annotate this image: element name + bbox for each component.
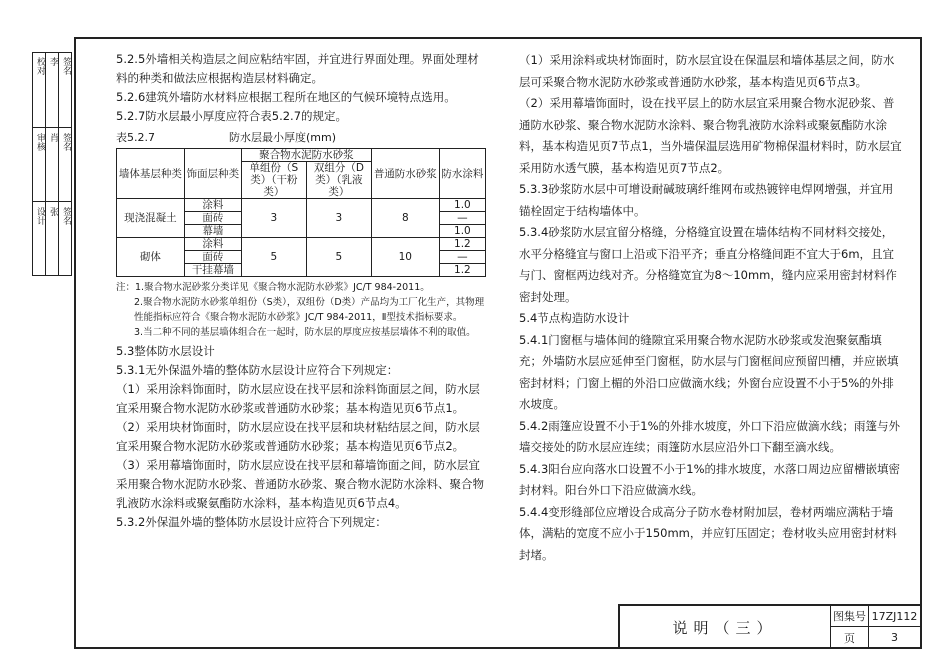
cell-concrete: 现浇混凝土	[117, 199, 185, 238]
cell-r2-dry: 5	[241, 238, 306, 277]
th-polymer: 聚合物水泥防水砂浆	[241, 149, 371, 162]
cell-coat: 1.2	[439, 238, 485, 251]
signature-strip	[32, 52, 72, 276]
para-5-4-2: 5.4.2雨篷应设置不小于1%的外排水坡度，外口下沿应做滴水线；雨篷与外墙交接处的防水层应连续；雨篷防水层应沿外口下翻至滴水线。	[519, 418, 901, 454]
cell-r2-common: 10	[371, 238, 439, 277]
th-dry: 单组份（S类）（干粉类）	[241, 162, 306, 199]
cell-r1-common: 8	[371, 199, 439, 238]
title-block-grid	[831, 606, 920, 648]
cell-coat: 1.2	[439, 264, 485, 277]
role-design: 设计	[35, 207, 45, 225]
section-5-4: 5.4节点构造防水设计	[519, 311, 630, 325]
para-5-3-2-1: （1）采用涂料或块材饰面时，防水层宜设在保温层和墙体基层之间，防水层可采聚合物水泥防水砂浆或普通防水砂浆，基本构造见页6节点3。	[519, 53, 895, 89]
cell-masonry: 砌体	[117, 238, 185, 277]
para-5-4-1: 5.4.1门窗框与墙体间的缝隙宜采用聚合物水泥防水砂浆或发泡聚氨酯填充；外墙防水层应延伸至门窗框，防水层与门窗框间应预留凹槽，并应嵌填密封材料；门窗上楣的外沿口应做滴水线；外窗台应设置不小于5%的外排水坡度。	[519, 332, 899, 411]
para-5-2-7: 5.2.7防水层最小厚度应符合表5.2.7的规定。	[116, 109, 348, 123]
para-5-4-4: 5.4.4变形缝部位应增设合成高分子防水卷材附加层，卷材两端应满粘于墙体，满粘的宽度不应小于150mm，并应钉压固定；卷材收头应用密封材料封堵。	[519, 504, 897, 562]
para-5-3-1-2: （2）采用块材饰面时，防水层应设在找平层和块材粘结层之间，防水层宜采用聚合物水泥防水砂浆或普通防水砂浆；基本构造见页6节点2。	[116, 420, 480, 453]
para-5-3-2: 5.3.2外保温外墙的整体防水层设计应符合下列规定：	[116, 515, 387, 529]
cell-coat: 1.0	[439, 199, 485, 212]
para-5-2-6: 5.2.6建筑外墙防水材料应根据工程所在地区的气候环境特点选用。	[116, 90, 456, 104]
note-3: 3.当二种不同的基层墙体组合在一起时，防水层的厚度应按基层墙体不利的取值。	[134, 327, 476, 338]
para-5-4-3: 5.4.3阳台应向落水口设置不小于1%的排水坡度，水落口周边应留槽嵌填密封材料。阳台外口下沿应做滴水线。	[519, 461, 901, 497]
sign-3: 签名	[61, 207, 71, 225]
page-label: 页	[831, 627, 869, 648]
right-column	[519, 50, 904, 566]
sign-1: 签名	[61, 57, 71, 75]
name-2: 肖	[48, 133, 58, 142]
cell-coat: —	[439, 251, 485, 264]
th-common: 普通防水砂浆	[371, 149, 439, 199]
thickness-table	[116, 148, 486, 277]
sign-2: 签名	[61, 133, 71, 151]
note-1: 注：1.聚合物水泥砂浆分类详见《聚合物水泥防水砂浆》JC/T 984-2011。	[116, 282, 430, 293]
para-5-3-1-3: （3）采用幕墙饰面时，防水层应设在找平层和幕墙饰面之间，防水层宜采用聚合物水泥防水砂浆、普通防水砂浆、聚合物水泥防水涂料、聚合物乳液防水涂料或聚氨酯防水涂料，基本构造见页6节点4。	[116, 458, 484, 510]
cell-finish: 干挂幕墙	[184, 264, 241, 277]
table-label: 表5.2.7	[116, 131, 155, 144]
section-5-3: 5.3整体防水层设计	[116, 344, 215, 358]
cell-finish: 面砖	[184, 251, 241, 264]
page-number: 3	[891, 631, 898, 644]
cell-r1-liquid: 3	[306, 199, 371, 238]
atlas-number: 17ZJ112	[869, 606, 920, 627]
table-title: 防水层最小厚度(mm)	[228, 131, 336, 144]
cell-finish: 涂料	[184, 238, 241, 251]
strip-col-name	[46, 53, 59, 275]
para-5-3-2-2: （2）采用幕墙饰面时，设在找平层上的防水层宜采用聚合物水泥砂浆、普通防水砂浆、聚合物水泥防水涂料、聚合物乳液防水涂料或聚氨酯防水涂料，基本构造见页7节点1，当外墙保温层选用矿物棉保温材料时，防水层宜采用防水透气膜，基本构造见页7节点2。	[519, 96, 902, 175]
table-notes	[116, 280, 486, 340]
table-caption	[116, 128, 486, 147]
name-1: 李	[48, 57, 58, 66]
cell-r2-liquid: 5	[306, 238, 371, 277]
th-coating: 防水涂料	[439, 149, 485, 199]
sheet-title: 说明（三）	[620, 606, 831, 648]
role-check: 校对	[35, 57, 45, 75]
para-5-3-1: 5.3.1无外保温外墙的整体防水层设计应符合下列规定：	[116, 363, 399, 377]
para-5-2-5: 5.2.5外墙相关构造层之间应粘结牢固，并宜进行界面处理。界面处理材料的种类和做法应根据构造层材料确定。	[116, 52, 479, 85]
para-5-3-1-1: （1）采用涂料饰面时，防水层应设在找平层和涂料饰面层之间，防水层宜采用聚合物水泥防水砂浆或普通防水砂浆；基本构造见页6节点1。	[116, 382, 480, 415]
cell-finish: 涂料	[184, 199, 241, 212]
cell-finish: 面砖	[184, 212, 241, 225]
name-3: 张	[48, 207, 58, 216]
para-5-3-4: 5.3.4砂浆防水层宜留分格缝，分格缝宜设置在墙体结构不同材料交接处，水平分格缝宜与窗口上沿或下沿平齐；垂直分格缝间距不宜大于6m，且宜与门、窗框两边线对齐。分格缝宽宜为8～10mm，缝内应采用密封材料作密封处理。	[519, 225, 897, 304]
th-finish: 饰面层种类	[184, 149, 241, 199]
cell-coat: 1.0	[439, 225, 485, 238]
strip-col-role	[33, 53, 46, 275]
atlas-label: 图集号	[831, 606, 869, 627]
cell-r1-dry: 3	[241, 199, 306, 238]
strip-col-sign	[59, 53, 71, 275]
left-column	[116, 50, 486, 532]
title-block	[618, 604, 920, 648]
cell-finish: 幕墙	[184, 225, 241, 238]
cell-coat: —	[439, 212, 485, 225]
role-review: 审核	[35, 133, 45, 151]
th-base: 墙体基层种类	[117, 149, 185, 199]
para-5-3-3: 5.3.3砂浆防水层中可增设耐碱玻璃纤维网布或热镀锌电焊网增强，并宜用锚栓固定于结构墙体中。	[519, 182, 894, 218]
th-liquid: 双组分（D类）（乳液类）	[306, 162, 371, 199]
note-2: 2.聚合物水泥防水砂浆单组份（S类），双组份（D类）产品均为工厂化生产，其物理性能指标应符合《聚合物水泥防水砂浆》JC/T 984-2011，Ⅱ型技术指标要求。	[134, 297, 485, 323]
